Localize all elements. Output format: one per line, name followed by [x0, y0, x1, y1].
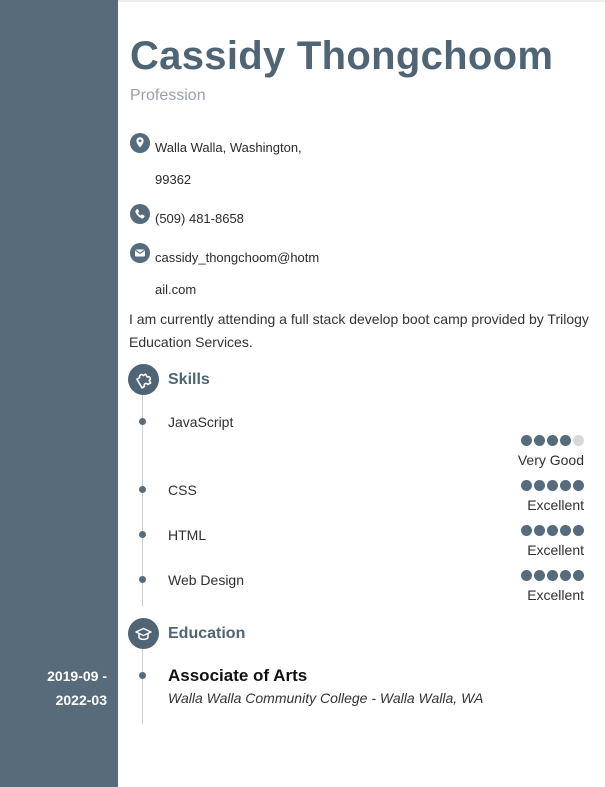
skill-level: Excellent: [527, 497, 584, 513]
rating-dot-filled: [534, 525, 545, 536]
skill-bullet: [139, 576, 146, 583]
rating-dot-filled: [521, 570, 532, 581]
rating-dot-filled: [547, 525, 558, 536]
skill-name: HTML: [168, 527, 207, 543]
education-timeline: [142, 648, 143, 724]
rating-dot-filled: [560, 435, 571, 446]
graduation-cap-icon: [128, 618, 159, 649]
skill-rating: [521, 480, 584, 491]
education-date-end: 2022-03: [55, 692, 107, 708]
rating-dot-filled: [573, 525, 584, 536]
rating-dot-filled: [534, 570, 545, 581]
rating-dot-empty: [573, 435, 584, 446]
email-line-1: cassidy_thongchoom@hotm: [155, 250, 320, 265]
education-heading: Education: [168, 625, 246, 642]
skill-rating: [521, 525, 584, 536]
rating-dot-filled: [521, 480, 532, 491]
rating-dot-filled: [573, 570, 584, 581]
address-line-2: 99362: [155, 172, 192, 187]
rating-dot-filled: [547, 435, 558, 446]
rating-dot-filled: [534, 480, 545, 491]
skills-timeline: [142, 394, 143, 606]
rating-dot-filled: [521, 525, 532, 536]
summary-text: I am currently attending a full stack develop boot camp provided by Trilogy Education Services.: [129, 311, 589, 350]
address-line-1: Walla Walla, Washington,: [155, 140, 302, 155]
skill-level: Excellent: [527, 542, 584, 558]
education-degree: Associate of Arts: [168, 666, 308, 685]
puzzle-piece-icon: [128, 364, 159, 395]
skill-rating: [521, 435, 584, 446]
email-line-2: ail.com: [155, 282, 197, 297]
rating-dot-filled: [560, 525, 571, 536]
skill-level: Excellent: [527, 587, 584, 603]
skill-bullet: [139, 418, 146, 425]
phone-number: (509) 481-8658: [155, 211, 244, 226]
skill-bullet: [139, 531, 146, 538]
candidate-name: Cassidy Thongchoom: [130, 34, 554, 78]
education-school: Walla Walla Community College - Walla Walla, WA: [168, 690, 484, 706]
phone-icon: [130, 204, 150, 224]
rating-dot-filled: [521, 435, 532, 446]
skill-name: CSS: [168, 482, 197, 498]
rating-dot-filled: [560, 480, 571, 491]
profession: Profession: [130, 87, 206, 104]
skill-name: Web Design: [168, 572, 245, 588]
top-divider: [118, 0, 605, 2]
rating-dot-filled: [547, 480, 558, 491]
rating-dot-filled: [534, 435, 545, 446]
education-bullet: [139, 672, 146, 679]
education-date-start: 2019-09 -: [47, 668, 107, 684]
skill-level: Very Good: [517, 452, 584, 468]
skills-heading: Skills: [168, 371, 210, 388]
rating-dot-filled: [573, 480, 584, 491]
location-pin-icon: [130, 133, 150, 153]
skill-rating: [521, 570, 584, 581]
skill-bullet: [139, 486, 146, 493]
skill-name: JavaScript: [168, 414, 234, 430]
rating-dot-filled: [547, 570, 558, 581]
envelope-icon: [130, 243, 150, 263]
rating-dot-filled: [560, 570, 571, 581]
